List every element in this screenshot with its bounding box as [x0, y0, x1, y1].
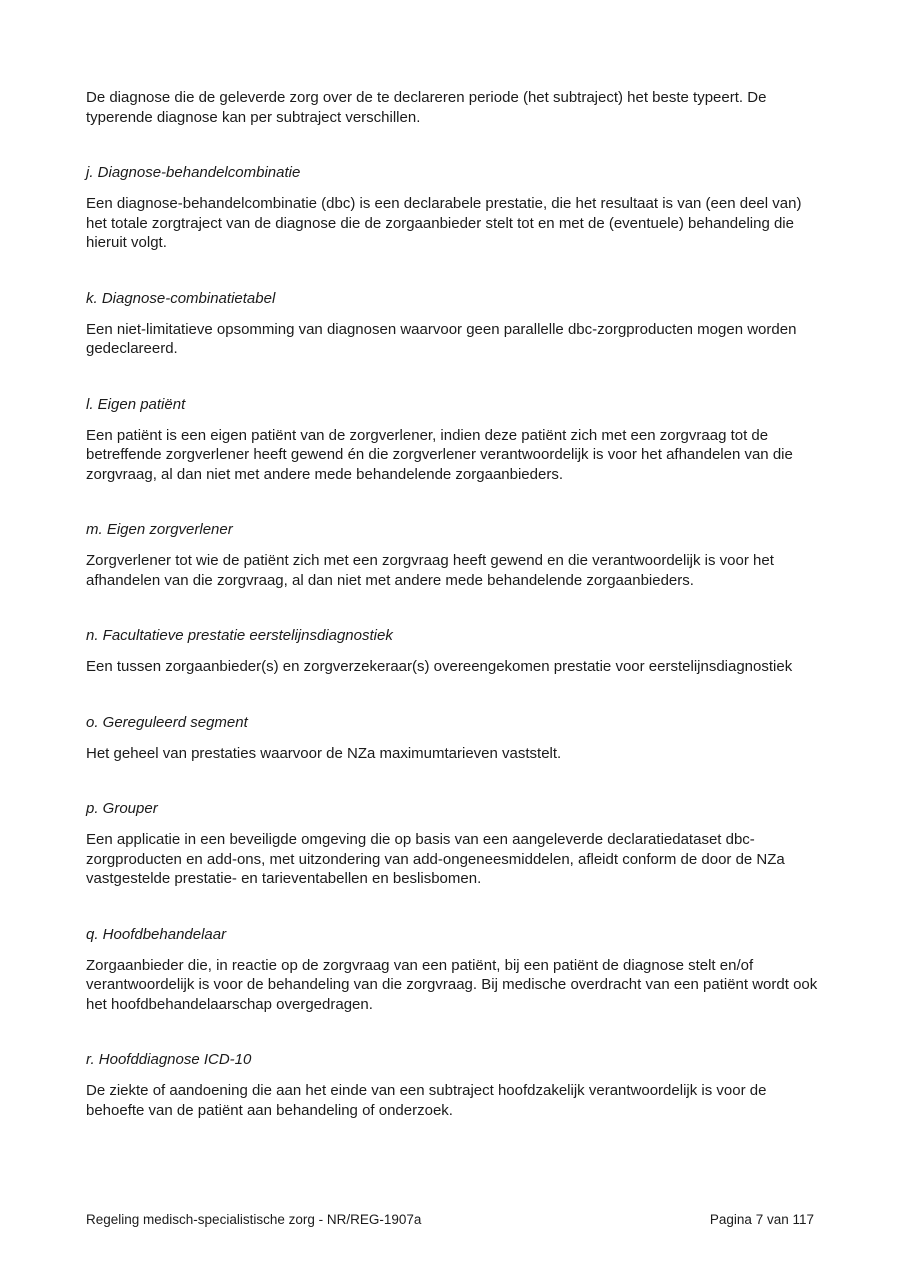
section-o-body: Het geheel van prestaties waarvoor de NZa maximumtarieven vaststelt.	[86, 744, 562, 762]
footer-page-number: Pagina 7 van 117	[709, 1212, 814, 1227]
section-q-body: Zorgaanbieder die, in reactie op de zorgvraag van een patiënt, bij een patiënt de diagnose stelt en/of verantwoordelijk is voor de behandeling van die zorgvraag. Bij medische overdracht van een patiënt wordt ook het hoofdbehandelaarschap overgedragen.	[86, 956, 818, 1013]
section-l-body: Een patiënt is een eigen patiënt van de zorgverlener, indien deze patiënt zich met een zorgvraag tot de betreffende zorgverlener heeft gewend én die zorgverlener verantwoordelijk is voor het afhandelen van die zorgvraag, al dan niet met andere mede behandelende zorgaanbieders.	[86, 426, 793, 483]
section-q	[86, 925, 818, 1015]
section-l	[86, 395, 818, 485]
section-j-title: j. Diagnose-behandelcombinatie	[86, 164, 301, 181]
footer-document-title: Regeling medisch-specialistische zorg - NR/REG-1907a	[86, 1212, 422, 1227]
section-p	[86, 799, 818, 889]
section-o-title: o. Gereguleerd segment	[86, 713, 248, 731]
section-r-body: De ziekte of aandoening die aan het einde van een subtraject hoofdzakelijk verantwoordelijk is voor de behoefte van de patiënt aan behandeling of onderzoek.	[86, 1082, 767, 1119]
page-footer	[86, 1211, 814, 1228]
section-j	[86, 163, 818, 253]
section-r	[86, 1050, 818, 1120]
section-l-title: l. Eigen patiënt	[86, 395, 186, 413]
section-m	[86, 520, 818, 590]
section-n-title: n. Facultatieve prestatie eerstelijnsdiagnostiek	[86, 627, 393, 644]
section-k	[86, 289, 818, 359]
section-k-body: Een niet-limitatieve opsomming van diagnosen waarvoor geen parallelle dbc-zorgproducten mogen worden gedeclareerd.	[86, 320, 797, 357]
section-n-body: Een tussen zorgaanbieder(s) en zorgverzekeraar(s) overeengekomen prestatie voor eerstelijnsdiagnostiek	[86, 658, 793, 675]
section-p-body: Een applicatie in een beveiligde omgeving die op basis van een aangeleverde declaratiedataset dbc-zorgproducten en add-ons, met uitzondering van add-ongeneesmiddelen, afleidt conform de door de NZa vastgestelde prestatie- en tarieventabellen en beslisbomen.	[86, 831, 785, 887]
section-n	[86, 626, 818, 677]
section-m-title: m. Eigen zorgverlener	[86, 521, 233, 538]
intro-paragraph: De diagnose die de geleverde zorg over de te declareren periode (het subtraject) het beste typeert. De typerende diagnose kan per subtraject verschillen.	[86, 89, 767, 126]
section-k-title: k. Diagnose-combinatietabel	[86, 289, 276, 307]
document-content	[86, 88, 818, 1120]
section-p-title: p. Grouper	[86, 800, 158, 817]
section-r-title: r. Hoofddiagnose ICD-10	[86, 1051, 252, 1068]
section-o	[86, 713, 818, 764]
section-j-body: Een diagnose-behandelcombinatie (dbc) is een declarabele prestatie, die het resultaat is van (een deel van) het totale zorgtraject van de diagnose die de zorgaanbieder stelt tot en met de (eventuele) behandeling die hieruit volgt.	[86, 195, 802, 251]
section-q-title: q. Hoofdbehandelaar	[86, 925, 227, 943]
section-m-body: Zorgverlener tot wie de patiënt zich met een zorgvraag heeft gewend en die verantwoordelijk is voor het afhandelen van die zorgvraag, al dan niet met andere mede behandelende zorgaanbieders.	[86, 552, 774, 589]
